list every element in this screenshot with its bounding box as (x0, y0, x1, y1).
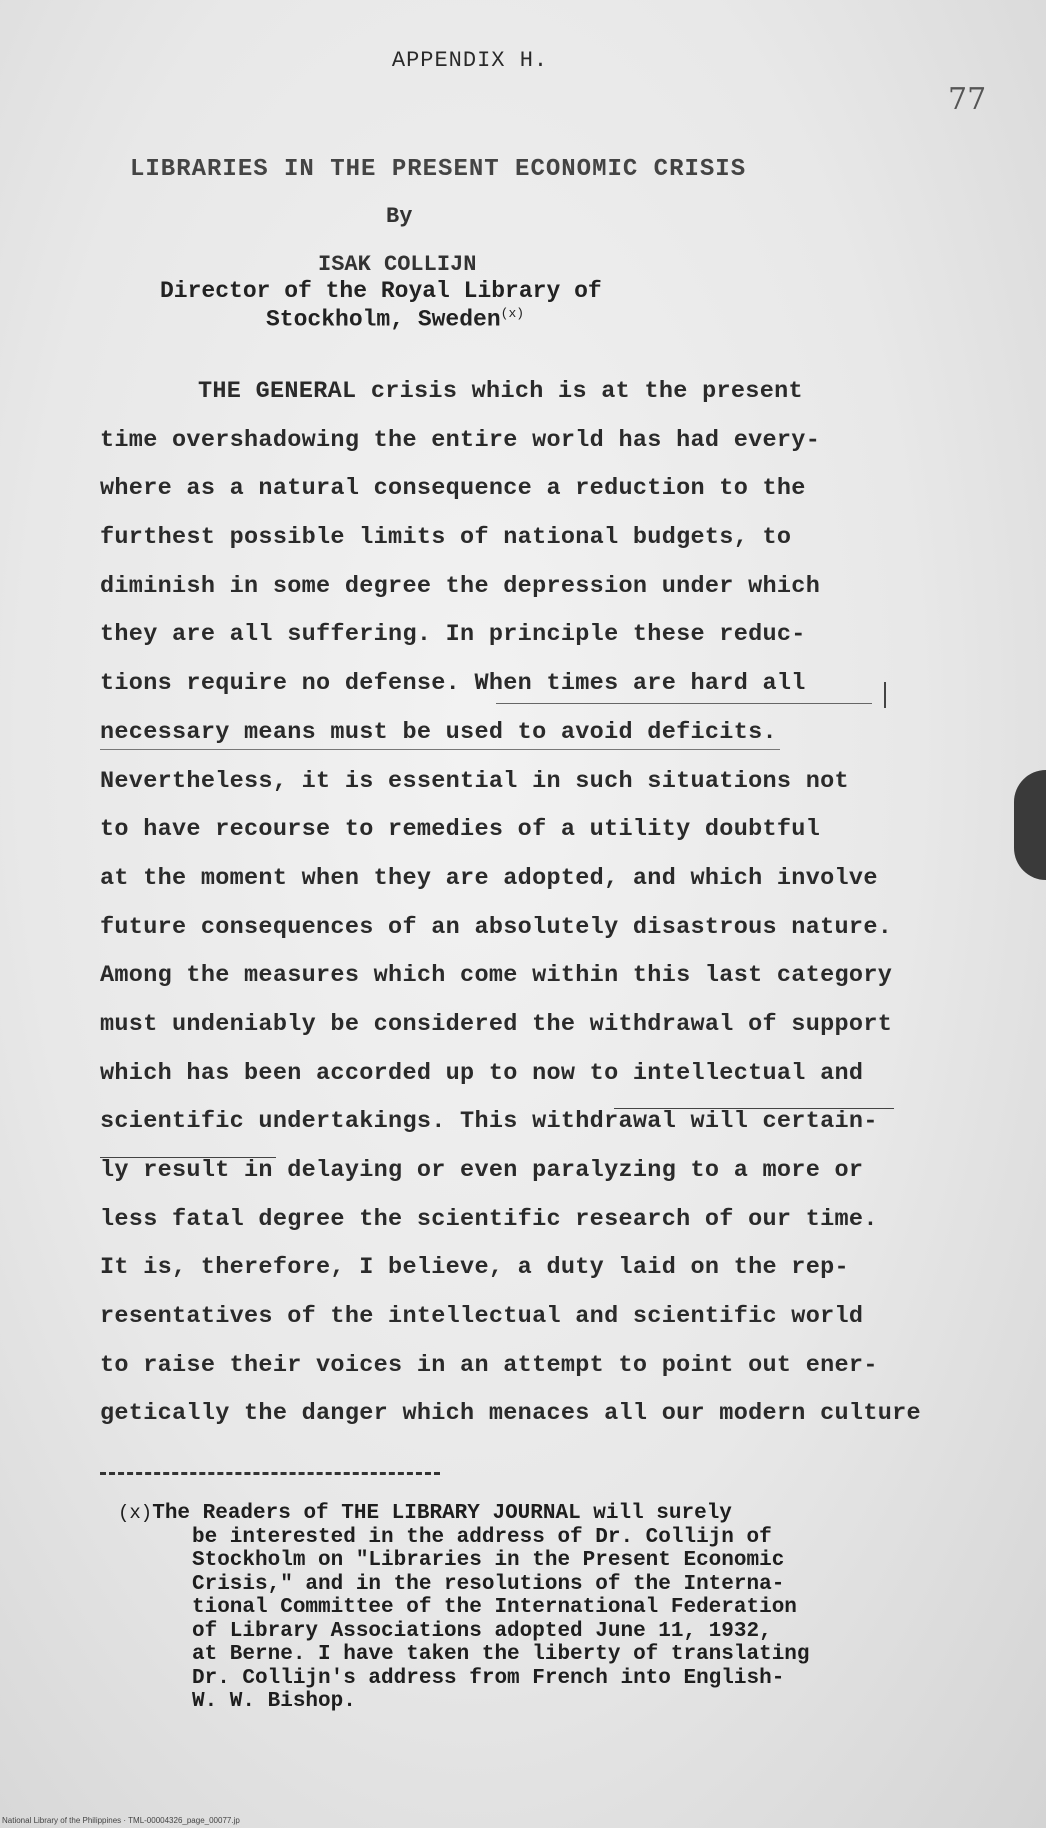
footnote-line: W. W. Bishop. (192, 1690, 356, 1713)
appendix-header: APPENDIX H. (391, 48, 549, 73)
author-place (266, 306, 524, 333)
footnote-line: of Library Associations adopted June 11, 1932, (192, 1619, 772, 1643)
footnote-line: Crisis," and in the resolutions of the Interna- (192, 1572, 785, 1596)
pencil-underline (100, 749, 780, 750)
author-name: ISAK COLLIJN (318, 252, 477, 277)
body-line: diminish in some degree the depression under which (100, 572, 821, 600)
footnote-mark: (x) (118, 1502, 153, 1524)
body-line: must undeniably be considered the withdrawal of support (100, 1010, 893, 1038)
footnote (118, 1502, 968, 1714)
scan-caption: National Library of the Philippines · TML-00004326_page_00077.jp (2, 1816, 240, 1825)
body-line: Nevertheless, it is essential in such situations not (100, 767, 849, 795)
body-line: ly result in delaying or even paralyzing to a more or (100, 1157, 864, 1184)
scanner-thumb-shadow (1014, 770, 1046, 880)
footnote-line: Stockholm on "Libraries in the Present Economic (192, 1549, 785, 1572)
body-line: future consequences of an absolutely disastrous nature. (100, 913, 893, 941)
body-text (100, 378, 980, 1449)
body-line: It is, therefore, I believe, a duty laid on the rep- (100, 1254, 849, 1282)
body-line: getically the danger which menaces all our modern culture (100, 1400, 921, 1428)
footnote-line (118, 1502, 968, 1526)
body-line: time overshadowing the entire world has had every- (100, 426, 821, 454)
body-line: furthest possible limits of national budgets, to (100, 524, 792, 552)
body-line: Among the measures which come within this last category (100, 962, 893, 990)
body-line: to have recourse to remedies of a utility doubtful (100, 816, 821, 844)
body-line: less fatal degree the scientific research of our time. (100, 1205, 878, 1233)
footnote-line: Dr. Collijn's address from French into English- (192, 1666, 785, 1690)
document-title: LIBRARIES IN THE PRESENT ECONOMIC CRISIS (130, 156, 747, 183)
pencil-underline (614, 1108, 894, 1109)
body-line: tions require no defense. When times are hard all (100, 670, 806, 698)
body-line: where as a natural consequence a reduction to the (100, 475, 806, 503)
body-line: which has been accorded up to now to intellectual and (100, 1059, 864, 1087)
author-title: Director of the Royal Library of (160, 278, 602, 304)
page-number: 77 (948, 82, 987, 117)
body-line: THE GENERAL crisis which is at the present (198, 378, 803, 405)
margin-pencil-mark (884, 682, 886, 708)
footnote-line: be interested in the address of Dr. Collijn of (192, 1525, 772, 1549)
pencil-underline (496, 703, 872, 704)
footnote-divider (100, 1472, 440, 1475)
pencil-underline (100, 1157, 276, 1158)
body-line: scientific undertakings. This withdrawal will certain- (100, 1108, 878, 1136)
author-place-text: Stockholm, Sweden (266, 306, 501, 333)
byline: By (386, 204, 413, 229)
footnote-reference: (x) (500, 306, 525, 321)
body-line: at the moment when they are adopted, and which involve (100, 864, 878, 892)
body-line: resentatives of the intellectual and scientific world (100, 1303, 864, 1331)
body-line: they are all suffering. In principle these reduc- (100, 621, 806, 649)
footnote-line: at Berne. I have taken the liberty of translating (192, 1643, 810, 1666)
body-line: to raise their voices in an attempt to point out ener- (100, 1351, 878, 1379)
footnote-line-text: The Readers of THE LIBRARY JOURNAL will surely (152, 1502, 732, 1525)
footnote-line: tional Committee of the International Federation (192, 1596, 797, 1619)
body-line: necessary means must be used to avoid deficits. (100, 718, 777, 746)
